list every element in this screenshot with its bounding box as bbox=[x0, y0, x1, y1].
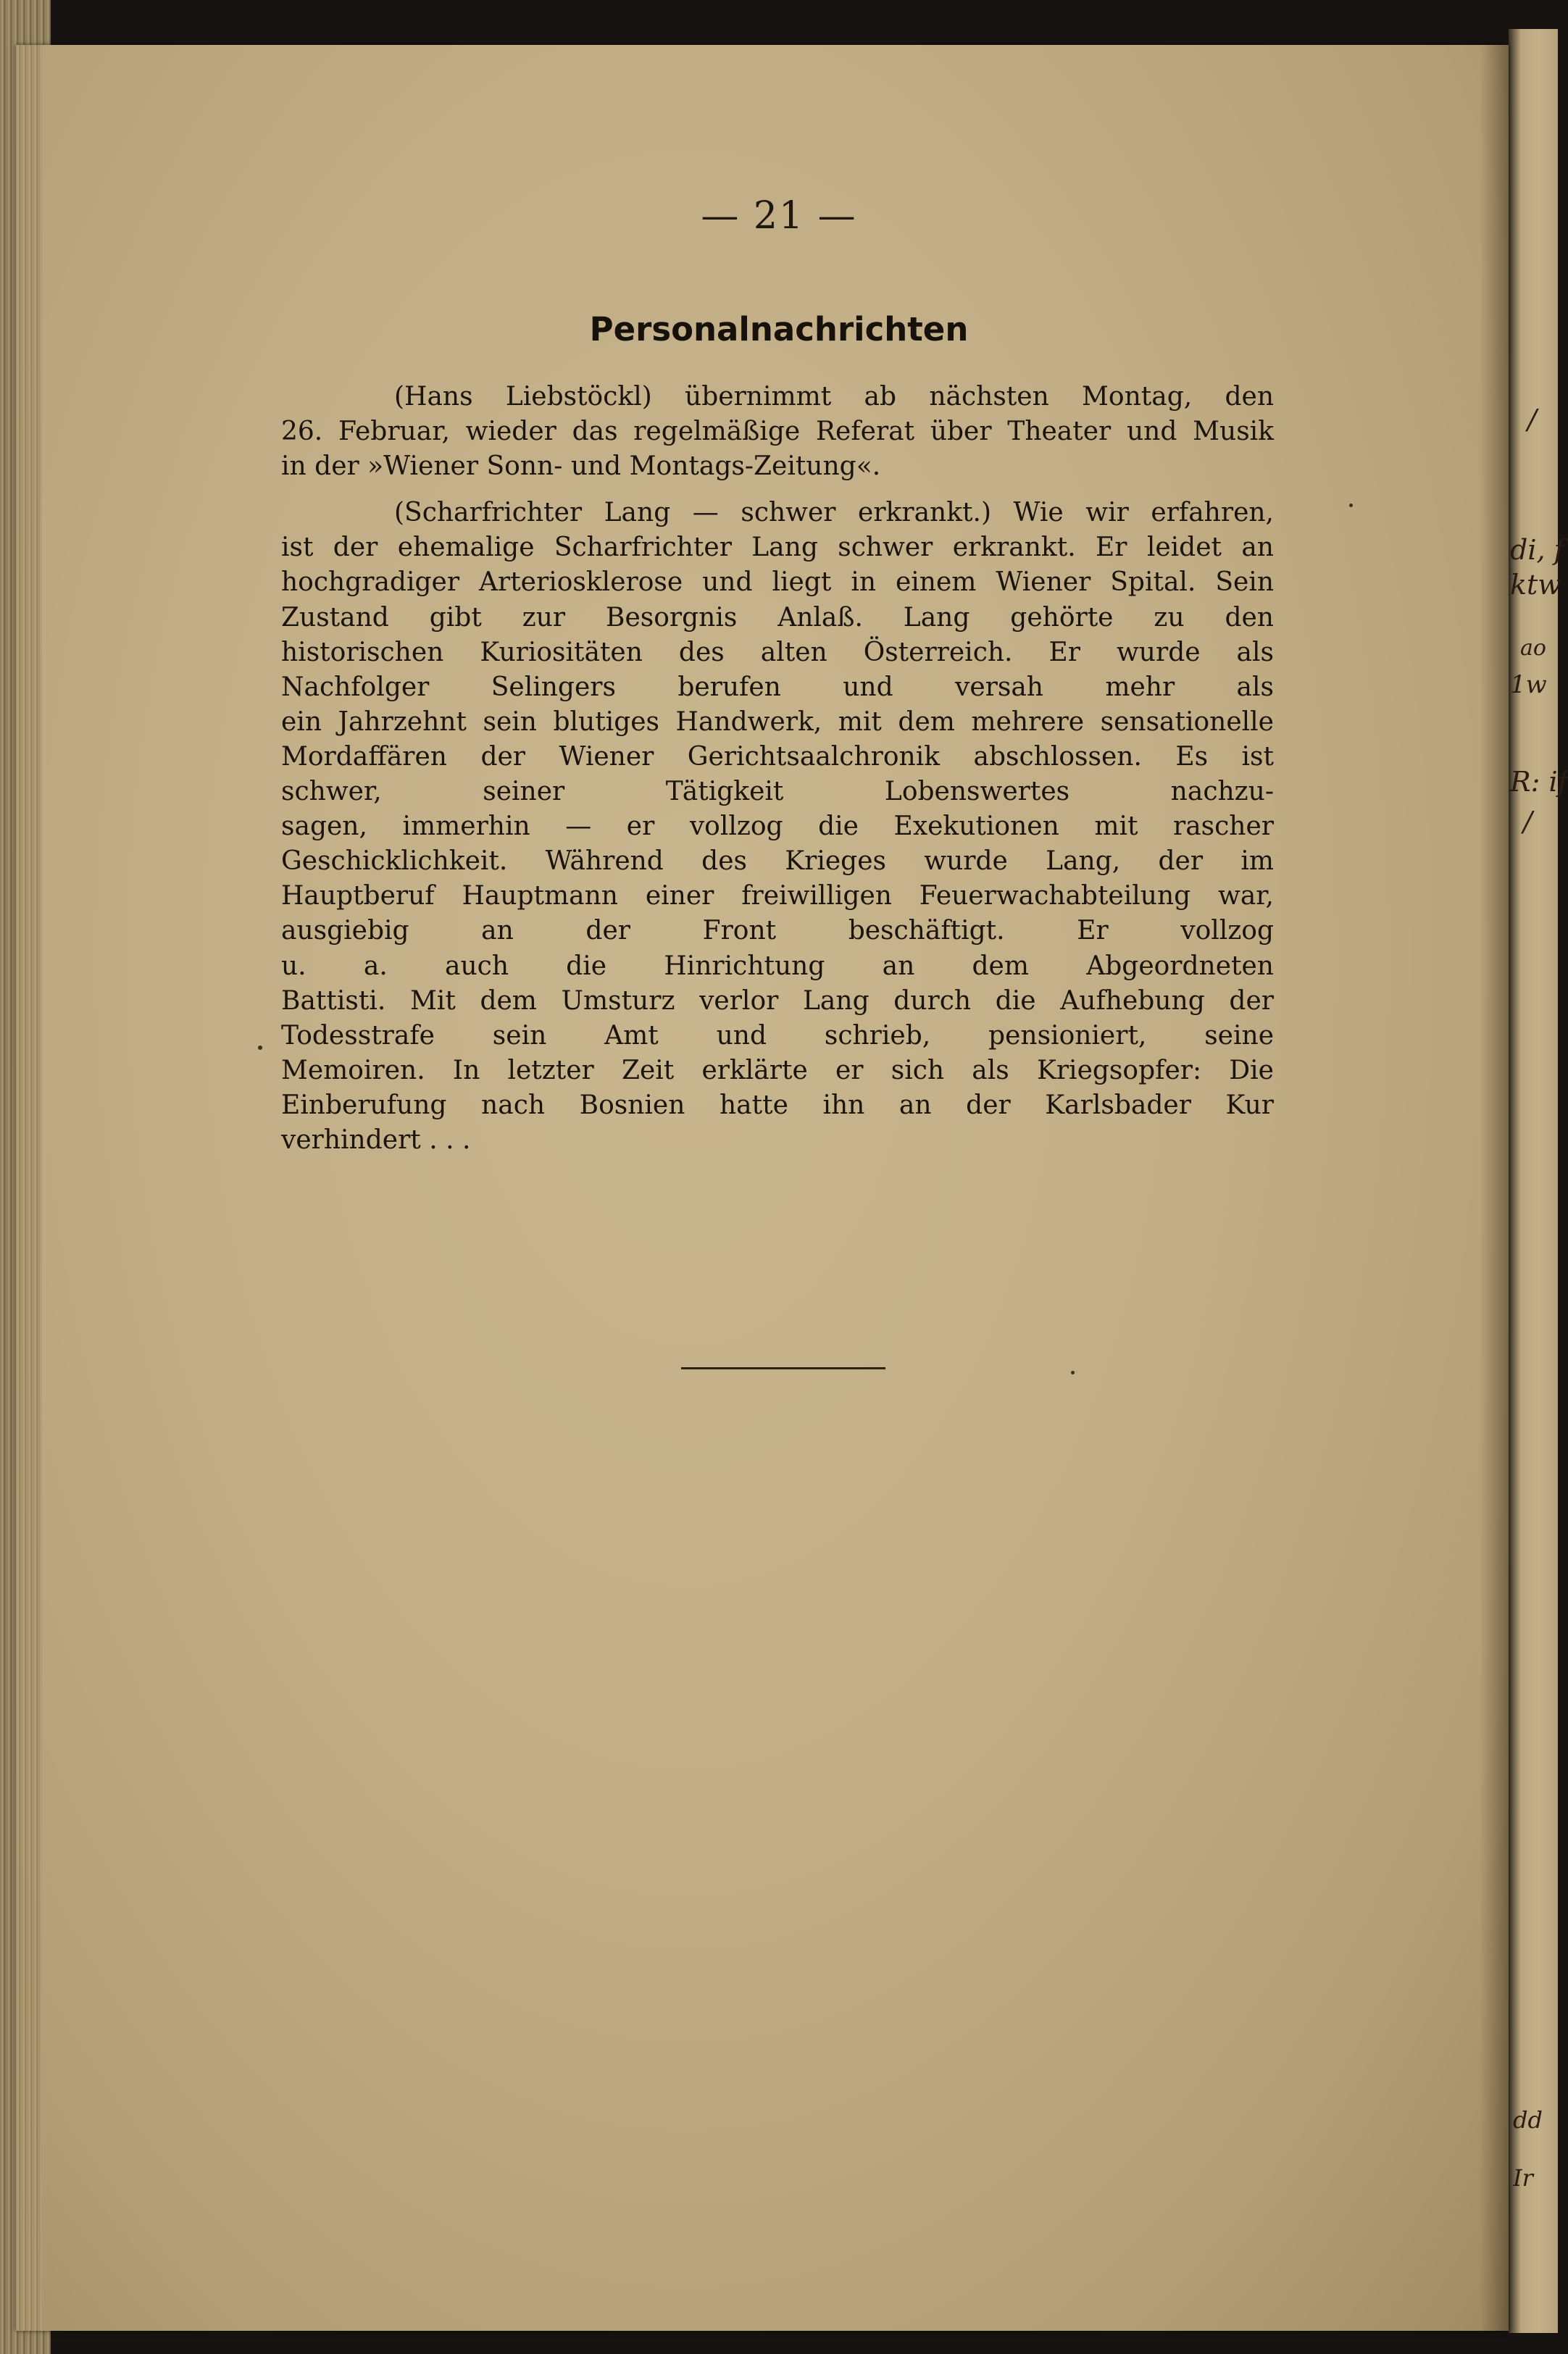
text-line: Zustand gibt zur Besorgnis Anlaß. Lang gehörte zu den bbox=[281, 602, 1274, 633]
paper-speck bbox=[258, 1045, 262, 1050]
text-line: Einberufung nach Bosnien hatte ihn an der Karlsbader Kur bbox=[281, 1090, 1274, 1120]
text-line: historischen Kuriositäten des alten Österreich. Er wurde als bbox=[281, 637, 1274, 667]
text-line: Hauptberuf Hauptmann einer freiwilligen Feuerwachabteilung war, bbox=[281, 881, 1274, 911]
text-line: schwer, seiner Tätigkeit Lobenswertes nachzu- bbox=[281, 777, 1274, 807]
facing-note: di, f bbox=[1510, 534, 1564, 566]
facing-note: ao bbox=[1520, 635, 1546, 661]
text-line: (Hans Liebstöckl) übernimmt ab nächsten Montag, den bbox=[394, 382, 1274, 412]
text-line: sagen, immerhin — er vollzog die Exekutionen mit rascher bbox=[281, 811, 1274, 842]
text-line: u. a. auch die Hinrichtung an dem Abgeordneten bbox=[281, 951, 1274, 981]
paragraph-lang bbox=[281, 496, 1274, 1158]
text-line: Todesstrafe sein Amt und schrieb, pensioniert, seine bbox=[281, 1020, 1274, 1051]
facing-note: 1w bbox=[1510, 670, 1547, 699]
text-line: hochgradiger Arteriosklerose und liegt in einem Wiener Spital. Sein bbox=[281, 567, 1274, 598]
section-heading: Personalnachrichten bbox=[589, 310, 969, 348]
facing-page-strip bbox=[1509, 29, 1568, 2333]
text-line: 26. Februar, wieder das regelmäßige Referat über Theater und Musik bbox=[281, 417, 1274, 447]
text-line: Nachfolger Selingers berufen und versah mehr als bbox=[281, 672, 1274, 702]
facing-note: ktw bbox=[1510, 569, 1561, 601]
article-body bbox=[281, 380, 1274, 1169]
text-line: Memoiren. In letzter Zeit erklärte er sich als Kriegsopfer: Die bbox=[281, 1055, 1274, 1085]
text-line: Geschicklichkeit. Während des Krieges wurde Lang, der im bbox=[281, 846, 1274, 877]
page-number: — 21 — bbox=[701, 194, 857, 238]
text-line: (Scharfrichter Lang — schwer erkrankt.) Wie wir erfahren, bbox=[394, 498, 1274, 528]
paper-speck bbox=[1071, 1371, 1075, 1374]
paragraph-liebstoeckl bbox=[281, 380, 1274, 484]
text-line: Battisti. Mit dem Umsturz verlor Lang durch die Aufhebung der bbox=[281, 985, 1274, 1016]
text-line: Mordaffären der Wiener Gerichtsaalchronik abschlossen. Es ist bbox=[281, 741, 1274, 772]
end-rule bbox=[681, 1367, 885, 1369]
facing-note: / bbox=[1527, 404, 1537, 435]
text-line: verhindert . . . bbox=[281, 1124, 471, 1155]
facing-note: / bbox=[1523, 806, 1532, 838]
paper-speck bbox=[1349, 504, 1353, 507]
text-line: ein Jahrzehnt sein blutiges Handwerk, mit dem mehrere sensationelle bbox=[281, 706, 1274, 737]
facing-note: Ir bbox=[1513, 2164, 1533, 2192]
facing-note: R: if bbox=[1510, 766, 1568, 798]
text-line: ist der ehemalige Scharfrichter Lang schwer erkrankt. Er leidet an bbox=[281, 533, 1274, 563]
text-line: ausgiebig an der Front beschäftigt. Er vollzog bbox=[281, 916, 1274, 946]
facing-note: dd bbox=[1513, 2106, 1543, 2134]
text-line: in der »Wiener Sonn- und Montags-Zeitung«. bbox=[281, 451, 881, 482]
